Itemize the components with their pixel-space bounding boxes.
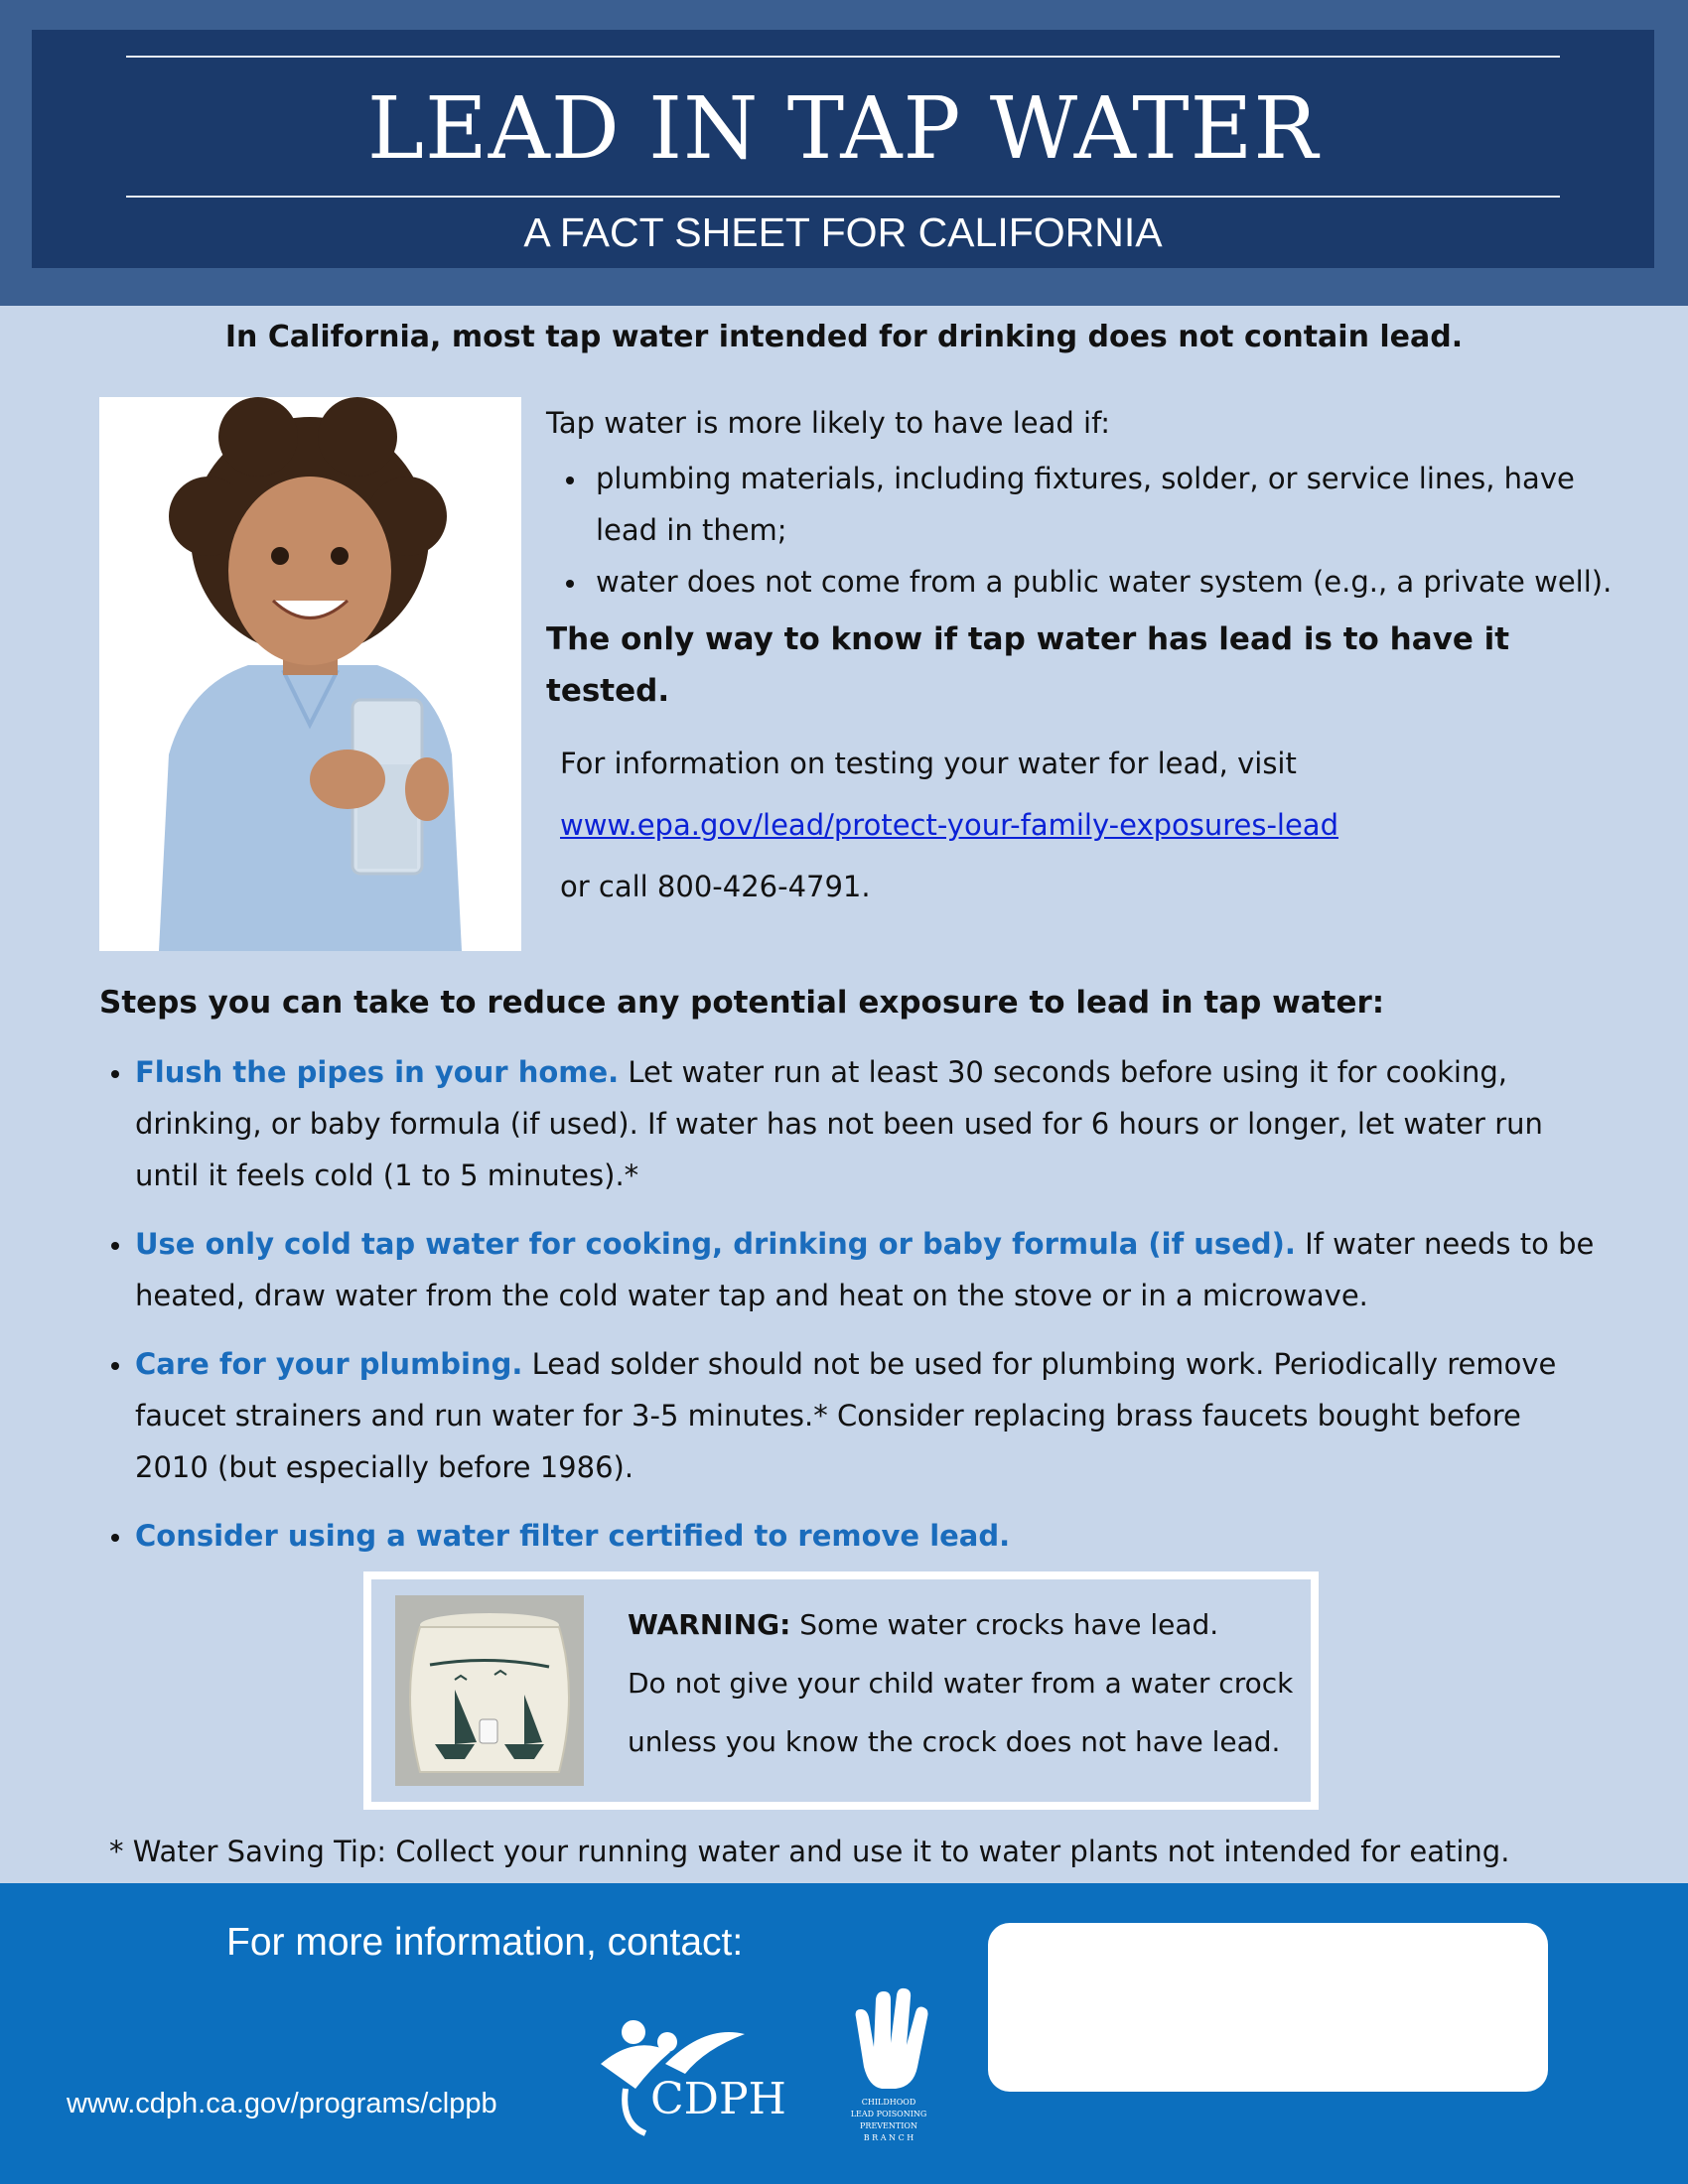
list-item: plumbing materials, including fixtures, solder, or service lines, have lead in them;: [546, 453, 1638, 556]
warning-line-1: Some water crocks have lead.: [790, 1608, 1219, 1641]
lead-conditions-heading: Tap water is more likely to have lead if:: [546, 406, 1111, 440]
list-item: [109, 1510, 1599, 1562]
cdph-logo-text: CDPH: [650, 2074, 784, 2124]
list-item: [109, 1046, 1599, 1201]
header-rule-bottom: [126, 196, 1560, 198]
warning-label: WARNING:: [628, 1608, 791, 1641]
warning-line-3: unless you know the crock does not have lead.: [628, 1725, 1281, 1758]
page-title: LEAD IN TAP WATER: [366, 79, 1320, 179]
water-saving-tip: * Water Saving Tip: Collect your running water and use it to water plants not intended for eating.: [109, 1835, 1510, 1868]
lead-info-column: [546, 397, 1638, 917]
step-highlight: Flush the pipes in your home.: [135, 1055, 620, 1089]
header-panel: [32, 30, 1654, 268]
page-subtitle: A FACT SHEET FOR CALIFORNIA: [523, 209, 1163, 255]
warning-box: [363, 1571, 1319, 1810]
header-band: [0, 0, 1688, 306]
cdph-logo-icon: [596, 1994, 784, 2143]
phone-number-text: or call 800-426-4791.: [560, 870, 871, 903]
list-item: [109, 1338, 1599, 1493]
step-highlight: Consider using a water filter certified to remove lead.: [135, 1519, 1011, 1553]
list-item: [109, 1218, 1599, 1321]
water-crock-photo: [395, 1595, 584, 1786]
footer: [0, 1883, 1688, 2184]
step-text: Let water run at least 30 seconds before using it for cooking, drinking, or baby formula (if used). If water has not been used for 6 hours or longer, let water run until it feels cold (1 to 5 minutes).*: [135, 1055, 1543, 1192]
testing-info-text: For information on testing your water for lead, visit: [560, 747, 1297, 780]
clppb-line-1: CHILDHOOD: [861, 2098, 916, 2107]
warning-line-2: Do not give your child water from a water crock: [628, 1667, 1294, 1700]
clppb-line-2: LEAD POISONING: [850, 2110, 927, 2118]
child-holding-glass-of-water-photo: [99, 397, 521, 951]
list-item: water does not come from a public water system (e.g., a private well).: [546, 556, 1638, 608]
step-text: If water needs to be heated, draw water from the cold water tap and heat on the stove or in a microwave.: [135, 1227, 1595, 1312]
clppb-website[interactable]: www.cdph.ca.gov/programs/clppb: [67, 2088, 497, 2119]
warning-text: [628, 1595, 1303, 1771]
intro-statement: In California, most tap water intended for drinking does not contain lead.: [224, 320, 1464, 354]
steps-list: [109, 1046, 1599, 1578]
clppb-line-3: PREVENTION: [860, 2121, 917, 2130]
testing-statement: The only way to know if tap water has lead is to have it tested.: [546, 621, 1510, 709]
contact-info-box: [988, 1923, 1548, 2092]
testing-info: [560, 733, 1638, 917]
step-highlight: Use only cold tap water for cooking, drinking or baby formula (if used).: [135, 1227, 1296, 1261]
epa-lead-link[interactable]: www.epa.gov/lead/protect-your-family-exposures-lead: [560, 808, 1338, 842]
more-info-heading: For more information, contact:: [226, 1921, 744, 1964]
step-text: Lead solder should not be used for plumbing work. Periodically remove faucet strainers and run water for 3-5 minutes.* Consider replacing brass faucets bought before 2010 (but especially before 1986).: [135, 1347, 1557, 1484]
lead-conditions-list: [546, 453, 1638, 608]
header-rule-top: [126, 56, 1560, 58]
clppb-hand-logo-icon: [834, 1978, 943, 2146]
step-highlight: Care for your plumbing.: [135, 1347, 523, 1381]
steps-heading: Steps you can take to reduce any potential exposure to lead in tap water:: [99, 985, 1385, 1021]
clppb-line-4: B R A N C H: [863, 2133, 914, 2142]
